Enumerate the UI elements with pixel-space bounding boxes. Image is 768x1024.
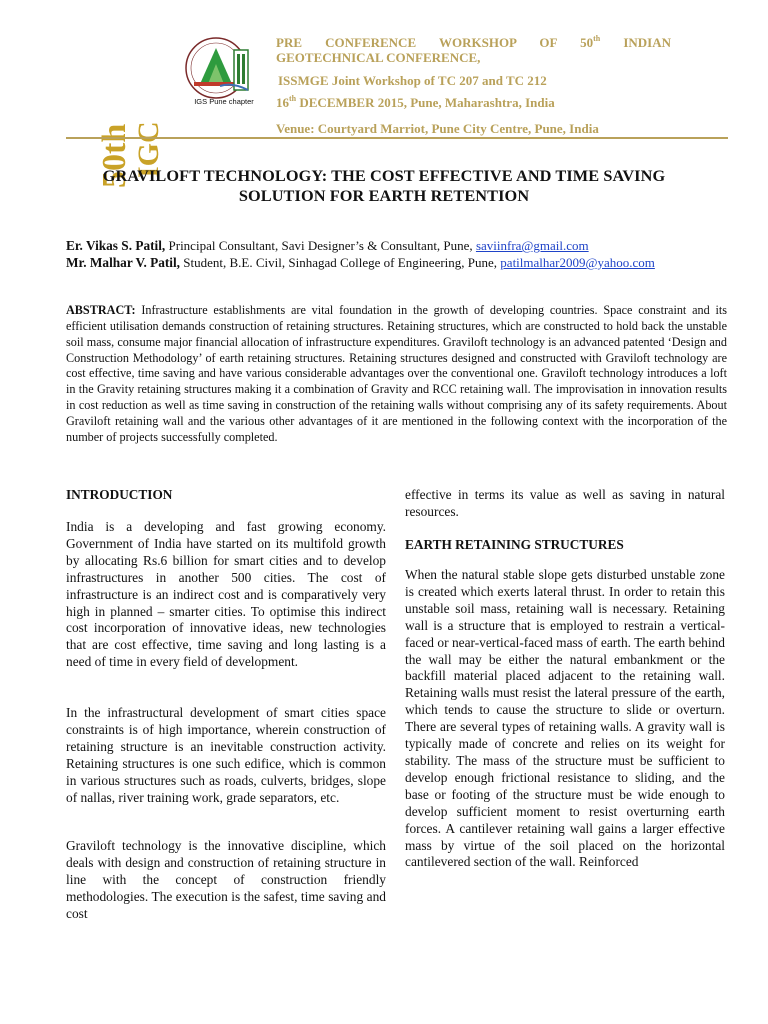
paper-title: GRAVILOFT TECHNOLOGY: THE COST EFFECTIVE AND TIME SAVING SOLUTION FOR EARTH RETENTION (102, 166, 666, 205)
author-1: Er. Vikas S. Patil, Principal Consultant, Savi Designer’s & Consultant, Pune, saviinfra@gmail.com (66, 238, 589, 253)
introduction-paragraph-2: In the infrastructural development of smart cities space constraints is of high importance, wherein construction of retaining structure is an inevitable construction activity. Retaining structures is one such edifice, which is common in various structures such as roads, culverts, bridges, slope of nallas, river training work, grade separators, etc. (66, 705, 386, 805)
igc-badge (86, 58, 166, 188)
earth-retaining-heading: EARTH RETAINING STRUCTURES (405, 537, 624, 552)
earth-retaining-paragraph: When the natural stable slope gets disturbed unstable zone is created which exerts lateral thrust. In order to retain this unstable soil mass, retaining wall is necessary. Retaining wall is a structure that is employed to restrain a vertical-faced or near-vertical-faced mass of earth. The earth behind the wall may be either the natural embankment or the backfill material placed adjacent to the retaining wall. Retaining walls must resist the lateral pressure of the earth, which tends to cause the structure to slide or overturn. There are several types of retaining walls. A gravity wall is typically made of concrete and relies on its weight for stability. The mass of the structure must be sufficient to develop enough frictional resistance to sliding, and the base or footing of the structure must be wide enough to develop sufficient moment to resist overturning earth forces. A cantilever retaining wall gains a larger effective mass by virtue of the soil placed on the horizontal cantilevered section of the wall. Reinforced (405, 567, 725, 870)
header-line-2: GEOTECHNICAL CONFERENCE, (276, 50, 481, 65)
badge-number: 50th (96, 123, 133, 188)
author-1-email[interactable]: saviinfra@gmail.com (475, 238, 589, 253)
abstract-label: ABSTRACT: (66, 303, 136, 317)
badge-text: IGC (132, 121, 165, 178)
introduction-paragraph-3: Graviloft technology is the innovative discipline, which deals with design and construction of retaining structure in line with the concept of construction friendly methodologies. The execution is the safest, time saving and cost (66, 838, 386, 921)
author-2: Mr. Malhar V. Patil, Student, B.E. Civil, Sinhagad College of Engineering, Pune, patilmalhar2009@yahoo.com (66, 255, 655, 270)
header-venue: Venue: Courtyard Marriot, Pune City Centre, Pune, India (276, 121, 599, 136)
author-2-email[interactable]: patilmalhar2009@yahoo.com (500, 255, 655, 270)
introduction-heading: INTRODUCTION (66, 487, 173, 502)
header-line-1: PRE CONFERENCE WORKSHOP OF 50th INDIAN (276, 34, 672, 50)
header-line-3: ISSMGE Joint Workshop of TC 207 and TC 212 (278, 73, 547, 88)
logo-caption: IGS Pune chapter (194, 97, 254, 106)
abstract-text: Infrastructure establishments are vital foundation in the growth of developing countries. Space constraint and its efficient utilisation demands construction of retaining structures. Retaining structures, which are constructed to hold back the unstable soil mass, consume major financial allocation of infrastructure expenditures. Graviloft technology is an advanced patented ‘Design and Construction Methodology’ of earth retaining structures. Retaining structures designed and constructed with Graviloft technology are cost effective, time saving and have various considerable advantages over the conventional one. Graviloft technology introduces a loft in the Gravity retaining structures making it a combination of Gravity and RCC retaining wall. The improvisation in innovation results in cost reduction as well as time saving in construction of the retaining walls without comprising any of its safety requirements. About Graviloft retaining wall and the various other advantages of it are mentioned in the following context with the incorporation of the number of projects successfully completed. (66, 303, 727, 444)
abstract (66, 303, 727, 446)
header-divider (66, 137, 728, 139)
header-date: 16th DECEMBER 2015, Pune, Maharashtra, India (276, 94, 555, 110)
introduction-paragraph-1: India is a developing and fast growing economy. Government of India have started on its multifold growth by allocating Rs.6 billion for smart cities and to develop infrastructures in another 500 cities. The cost of infrastructure is an indirect cost and is comparatively very high in planned – smarter cities. To optimise this indirect cost incorporation of innovative ideas, new technologies that are cost effective, time saving and long lasting is a need of time in every field of development. (66, 519, 386, 670)
intro-continuation: effective in terms its value as well as saving in natural resources. (405, 487, 725, 519)
